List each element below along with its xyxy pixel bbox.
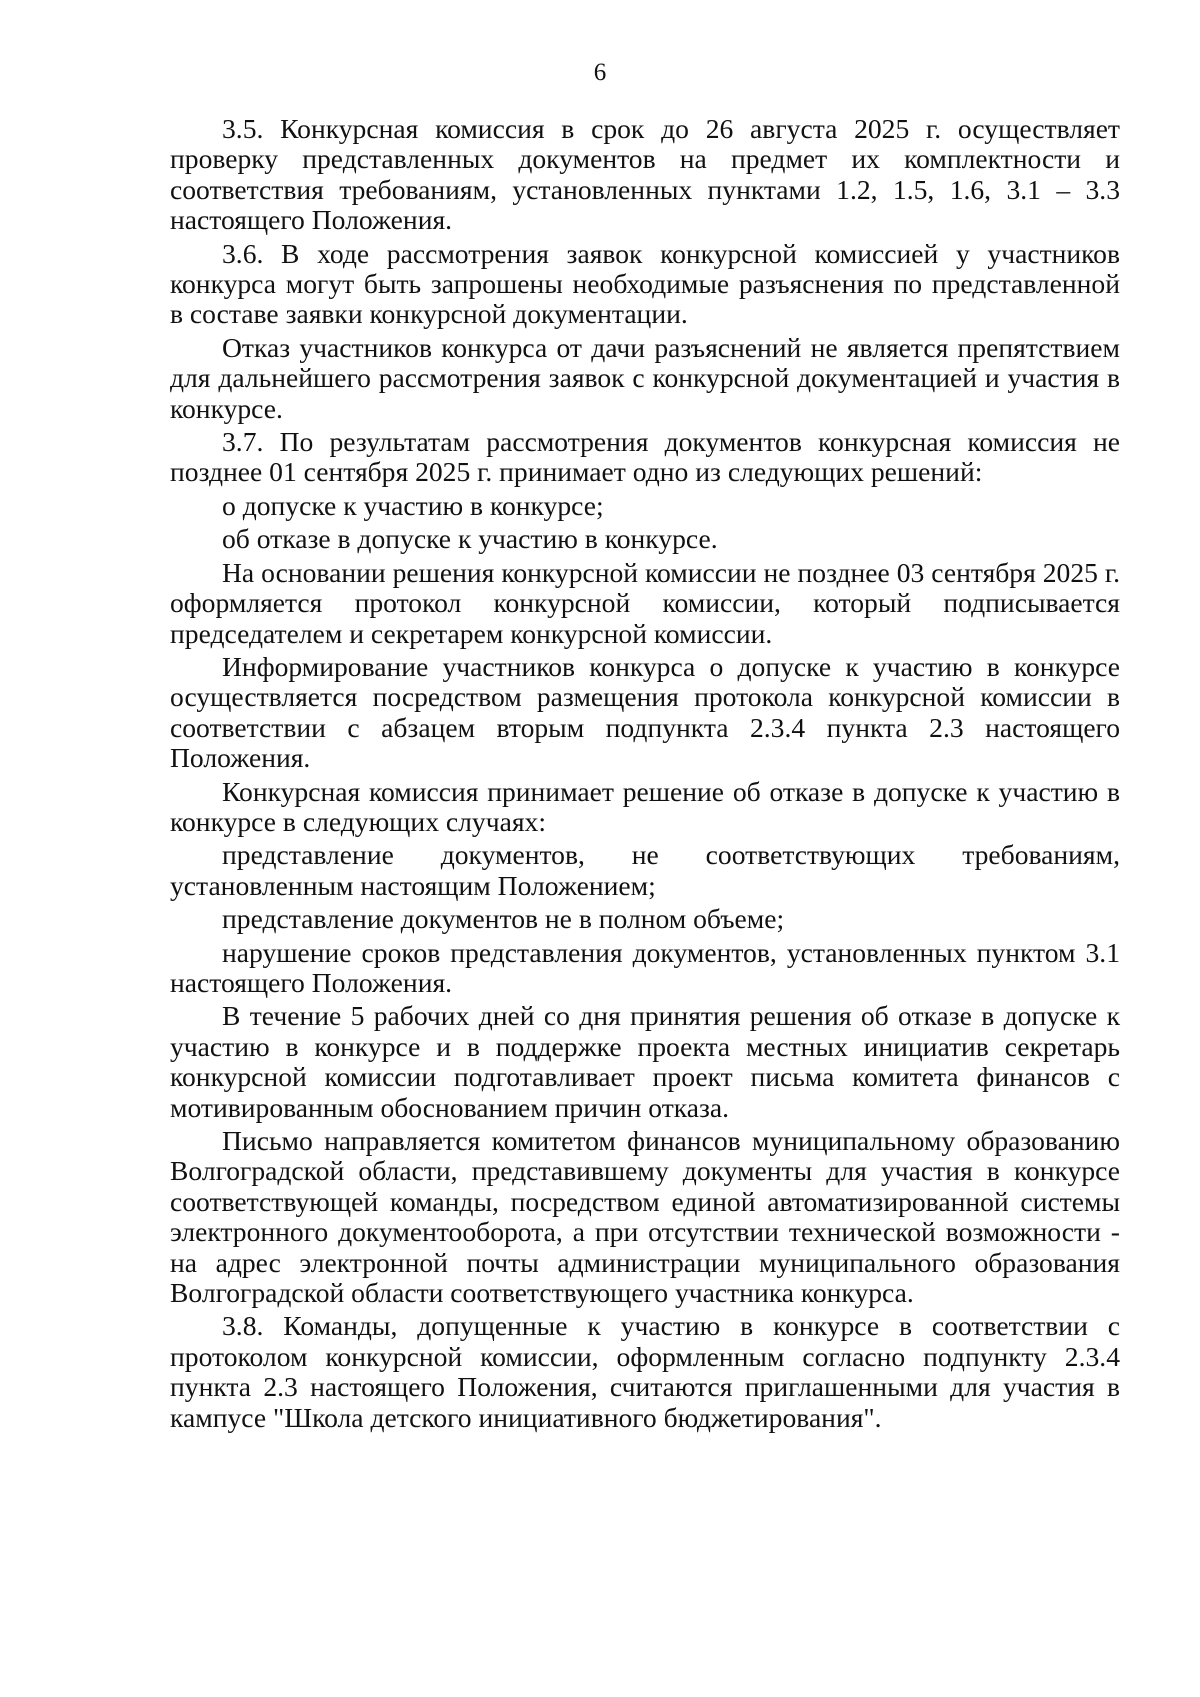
refusal-case-incomplete: представление документов не в полном объеме; <box>222 903 785 935</box>
paragraph-refusal-cases: Конкурсная комиссия принимает решение об отказе в допуске к участию в конкурсе в следующих случаях: <box>170 775 1120 837</box>
refusal-case-deadline: нарушение сроков представления документов, установленных пунктом 3.1 настоящего Положения. <box>170 936 1120 998</box>
paragraph-3-7: 3.7. По результатам рассмотрения документов конкурсная комиссия не позднее 01 сентября 2025 г. принимает одно из следующих решений: <box>170 426 1120 488</box>
document-body <box>170 114 1120 1433</box>
paragraph-3-8: 3.8. Команды, допущенные к участию в конкурсе в соответствии с протоколом конкурсной комиссии, оформленным согласно подпункту 2.3.4 пункта 2.3 настоящего Положения, считаются приглашенными для участия в кампусе "Школа детского инициативного бюджетирования". <box>170 1310 1120 1433</box>
paragraph-3-6: 3.6. В ходе рассмотрения заявок конкурсной комиссией у участников конкурса могут быть запрошены необходимые разъяснения по представленной в составе заявки конкурсной документации. <box>170 237 1120 330</box>
paragraph-letter-delivery: Письмо направляется комитетом финансов муниципальному образованию Волгоградской области, представившему документы для участия в конкурсе соответствующей команды, посредством единой автоматизированной системы электронного документооборота, а при отсутствии технической возможности - на адрес электронной почты администрации муниципального образования Волгоградской области соответствующего участника конкурса. <box>170 1125 1120 1309</box>
paragraph-protocol: На основании решения конкурсной комиссии не позднее 03 сентября 2025 г. оформляется протокол конкурсной комиссии, который подписывается председателем и секретарем конкурсной комиссии. <box>170 556 1120 649</box>
paragraph-refusal-explanations: Отказ участников конкурса от дачи разъяснений не является препятствием для дальнейшего рассмотрения заявок с конкурсной документацией и участия в конкурсе. <box>170 331 1120 424</box>
paragraph-letter-preparation: В течение 5 рабочих дней со дня принятия решения об отказе в допуске к участию в конкурсе и в поддержке проекта местных инициатив секретарь конкурсной комиссии подготавливает проект письма комитета финансов с мотивированным обоснованием причин отказа. <box>170 1000 1120 1123</box>
refusal-case-nonconforming: представление документов, не соответствующих требованиям, установленным настоящим Положением; <box>170 839 1120 901</box>
paragraph-informing: Информирование участников конкурса о допуске к участию в конкурсе осуществляется посредством размещения протокола конкурсной комиссии в соответствии с абзацем вторым подпункта 2.3.4 пункта 2.3 настоящего Положения. <box>170 650 1120 774</box>
paragraph-3-5: 3.5. Конкурсная комиссия в срок до 26 августа 2025 г. осуществляет проверку представленных документов на предмет их комплектности и соответствия требованиям, установленных пунктами 1.2, 1.5, 1.6, 3.1 – 3.3 настоящего Положения. <box>170 113 1120 236</box>
page-number: 6 <box>593 59 607 86</box>
decision-admission: о допуске к участию в конкурсе; <box>222 489 604 521</box>
decision-refusal: об отказе в допуске к участию в конкурсе. <box>222 523 718 555</box>
